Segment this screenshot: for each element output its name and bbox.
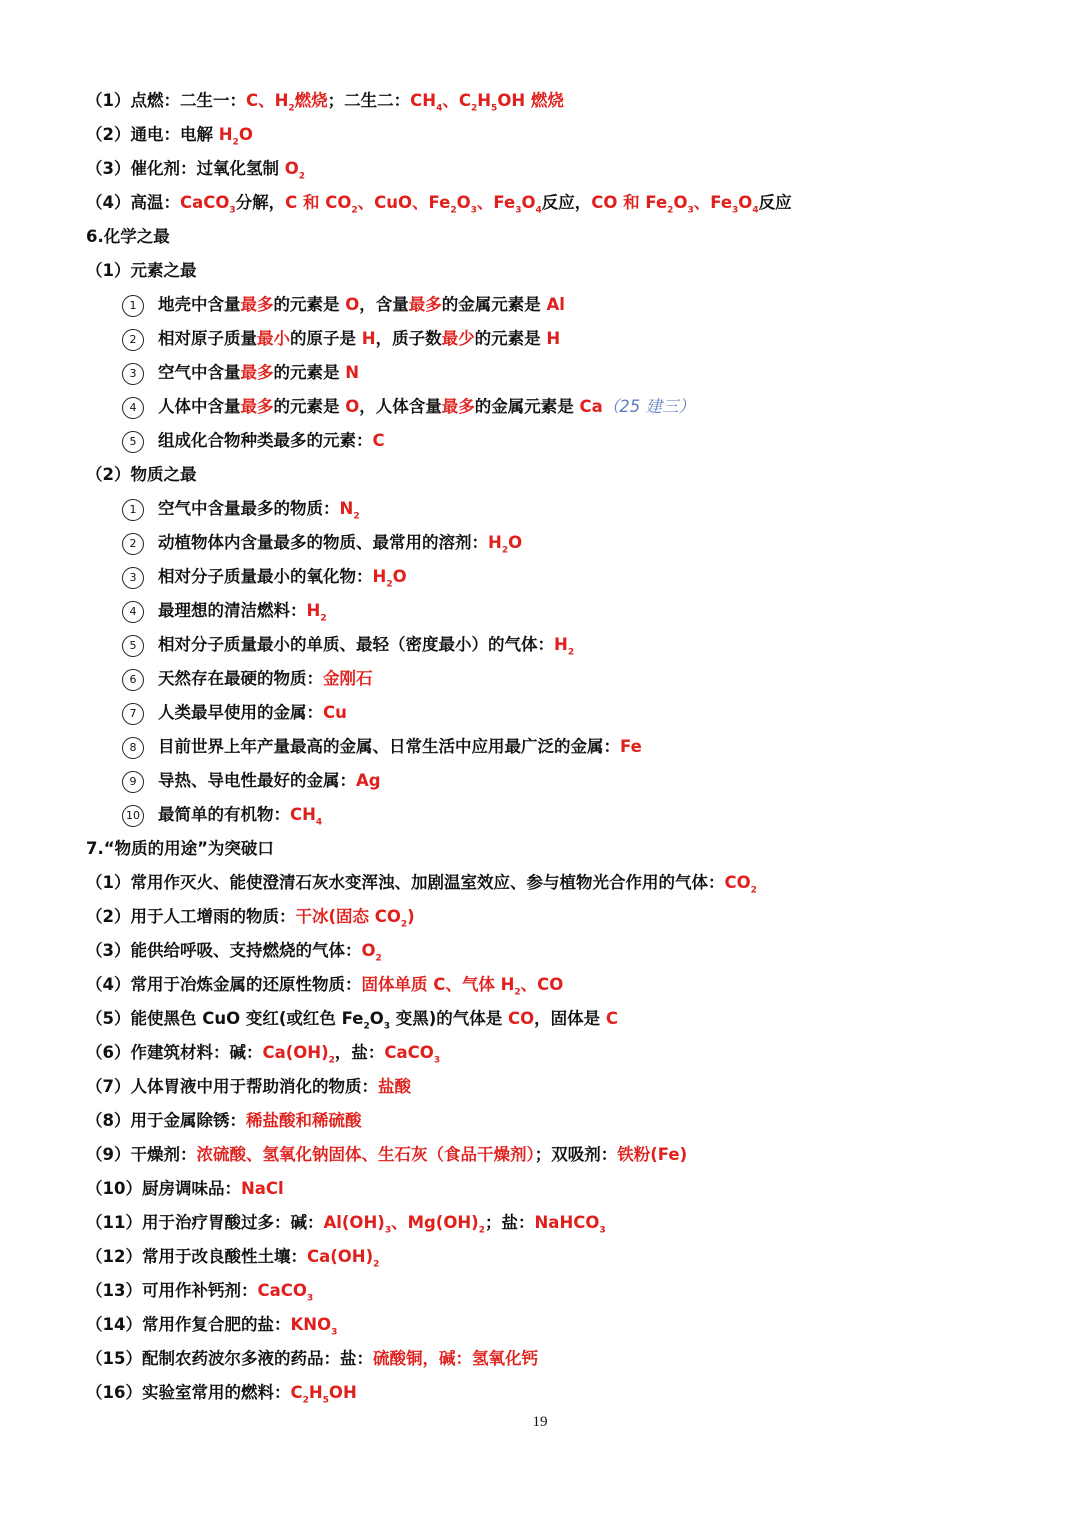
text-line: [86, 628, 1040, 662]
circled-number: 5: [122, 635, 144, 657]
body-text: 6.化学之最: [86, 227, 170, 246]
body-text: 空气中含量最多的物质：: [158, 499, 340, 518]
subscript: 2: [667, 205, 674, 216]
circled-number: 5: [122, 431, 144, 453]
subscript: 2: [514, 987, 521, 998]
highlight-text: C: [372, 431, 385, 450]
highlight-text: Al(OH): [323, 1213, 385, 1232]
text-line: [86, 1070, 1040, 1104]
text-line: [86, 356, 1040, 390]
body-text: （5）能使黑色 CuO 变红(或红色 Fe: [86, 1009, 364, 1028]
text-line: [86, 288, 1040, 322]
body-text: 的元素是: [474, 329, 547, 348]
subscript: 3: [229, 205, 236, 216]
body-text: （16）实验室常用的燃料：: [86, 1383, 291, 1402]
highlight-text: 、Mg(OH): [391, 1213, 479, 1232]
circled-number: 7: [122, 703, 144, 725]
subscript: 5: [322, 1395, 329, 1406]
body-text: （2）通电：电解: [86, 125, 219, 144]
highlight-text: O: [673, 193, 688, 212]
subscript: 3: [383, 1021, 390, 1032]
body-text: 的元素是: [273, 397, 346, 416]
highlight-text: 盐酸: [377, 1077, 411, 1096]
body-text: 导热、导电性最好的金属：: [158, 771, 356, 790]
highlight-text: CaCO: [257, 1281, 307, 1300]
subscript: 3: [599, 1225, 606, 1236]
body-text: （4）常用于冶炼金属的还原性物质：: [86, 975, 362, 994]
highlight-text: OH: [328, 1383, 357, 1402]
body-text: （1）点燃：二生一：: [86, 91, 246, 110]
text-line: [86, 730, 1040, 764]
subscript: 3: [470, 205, 477, 216]
subscript: 2: [320, 613, 327, 624]
text-line: [86, 1240, 1040, 1274]
annotation-text: （25 建三）: [602, 397, 696, 416]
highlight-text: CH: [290, 805, 316, 824]
highlight-text: 、Fe: [476, 193, 516, 212]
subscript: 2: [288, 103, 295, 114]
text-line: [86, 662, 1040, 696]
body-text: 最简单的有机物：: [158, 805, 290, 824]
highlight-text: C 和 CO: [285, 193, 352, 212]
highlight-text: CH: [410, 91, 437, 110]
subscript: 3: [732, 205, 739, 216]
circled-number: 6: [122, 669, 144, 691]
text-line: [86, 390, 1040, 424]
subscript: 2: [567, 647, 575, 658]
text-line: [86, 696, 1040, 730]
circled-number: 3: [122, 567, 144, 589]
highlight-text: O: [284, 159, 299, 178]
body-text: O: [369, 1009, 384, 1028]
body-text: 的元素是: [273, 295, 346, 314]
text-line: [86, 322, 1040, 356]
subscript: 2: [351, 205, 358, 216]
text-line: [86, 526, 1040, 560]
body-text: （3）能供给呼吸、支持燃烧的气体：: [86, 941, 362, 960]
highlight-text: 最多: [441, 397, 475, 416]
body-text: 反应: [758, 193, 792, 212]
subscript: 2: [470, 103, 478, 114]
body-text: 空气中含量: [158, 363, 241, 382]
text-line: [86, 118, 1040, 152]
highlight-text: Ag: [356, 771, 381, 790]
body-text: 的金属元素是: [474, 397, 580, 416]
text-line: [86, 594, 1040, 628]
circled-number: 4: [122, 397, 144, 419]
subscript: 2: [353, 511, 360, 522]
subscript: 2: [400, 919, 408, 930]
circled-number: 8: [122, 737, 144, 759]
highlight-text: H: [218, 125, 233, 144]
body-text: 7.“物质的用途”为突破口: [86, 839, 274, 858]
highlight-text: NaHCO: [534, 1213, 600, 1232]
highlight-text: H: [308, 1383, 323, 1402]
highlight-text: 干冰(固态 CO: [295, 907, 401, 926]
body-text: （7）人体胃液中用于帮助消化的物质：: [86, 1077, 378, 1096]
highlight-text: CO: [724, 873, 751, 892]
text-line: [86, 458, 1040, 492]
highlight-text: H: [361, 329, 376, 348]
circled-number: 1: [122, 499, 144, 521]
text-line: [86, 254, 1040, 288]
body-text: （3）催化剂：过氧化氢制: [86, 159, 285, 178]
text-line: [86, 1036, 1040, 1070]
body-text: （1）常用作灭火、能使澄清石灰水变浑浊、加剧温室效应、参与植物光合作用的气体：: [86, 873, 725, 892]
body-text: 的元素是: [273, 363, 346, 382]
highlight-text: 燃烧: [294, 91, 328, 110]
highlight-text: CO 和 Fe: [591, 193, 668, 212]
highlight-text: 最多: [408, 295, 442, 314]
subscript: 4: [535, 205, 542, 216]
highlight-text: O: [392, 567, 407, 586]
body-text: 天然存在最硬的物质：: [158, 669, 323, 688]
body-text: ；二生二：: [327, 91, 411, 110]
subscript: 2: [373, 1259, 380, 1270]
highlight-text: N: [345, 363, 360, 382]
highlight-text: 最少: [441, 329, 475, 348]
text-line: [86, 152, 1040, 186]
body-text: （2）物质之最: [86, 465, 197, 484]
body-text: 分解，: [235, 193, 286, 212]
subscript: 2: [750, 885, 757, 896]
subscript: 3: [306, 1293, 314, 1304]
highlight-text: O: [345, 295, 360, 314]
body-text: 人体中含量: [158, 397, 241, 416]
highlight-text: H: [554, 635, 568, 654]
subscript: 5: [491, 103, 498, 114]
highlight-text: O: [345, 397, 360, 416]
document-body: [86, 84, 1040, 1410]
body-text: ，质子数: [375, 329, 442, 348]
highlight-text: 、C: [442, 91, 471, 110]
highlight-text: Ca(OH): [306, 1247, 374, 1266]
text-line: [86, 424, 1040, 458]
body-text: 目前世界上年产量最高的金属、日常生活中应用最广泛的金属：: [158, 737, 620, 756]
highlight-text: 固体单质 C、气体 H: [361, 975, 515, 994]
text-line: [86, 968, 1040, 1002]
text-line: [86, 1002, 1040, 1036]
highlight-text: C: [290, 1383, 303, 1402]
body-text: 最理想的清洁燃料：: [158, 601, 307, 620]
text-line: [86, 560, 1040, 594]
body-text: 的原子是: [290, 329, 362, 348]
subscript: 4: [315, 817, 323, 828]
text-line: [86, 186, 1040, 220]
page-number: 19: [532, 1414, 548, 1430]
highlight-text: O: [738, 193, 753, 212]
text-line: [86, 764, 1040, 798]
body-text: （13）可用作补钙剂：: [86, 1281, 258, 1300]
highlight-text: O: [521, 193, 536, 212]
circled-number: 2: [122, 533, 144, 555]
body-text: （15）配制农药波尔多液的药品：盐：: [86, 1349, 373, 1368]
subscript: 2: [363, 1021, 370, 1032]
body-text: 动植物体内含量最多的物质、最常用的溶剂：: [158, 533, 488, 552]
text-line: [86, 1104, 1040, 1138]
highlight-text: Ca: [579, 397, 603, 416]
highlight-text: O: [508, 533, 523, 552]
body-text: 相对分子质量最小的氧化物：: [158, 567, 373, 586]
text-line: [86, 1172, 1040, 1206]
highlight-text: C: [605, 1009, 619, 1028]
body-text: 反应，: [541, 193, 592, 212]
text-line: [86, 492, 1040, 526]
highlight-text: 稀盐酸和稀硫酸: [245, 1111, 362, 1130]
body-text: ，盐：: [334, 1043, 385, 1062]
subscript: 2: [328, 1055, 335, 1066]
subscript: 2: [450, 205, 457, 216]
highlight-text: H: [488, 533, 502, 552]
subscript: 2: [478, 1225, 485, 1236]
subscript: 3: [687, 205, 694, 216]
body-text: 变黑)的气体是: [390, 1009, 509, 1028]
highlight-text: CO: [508, 1009, 535, 1028]
subscript: 2: [386, 579, 393, 590]
body-text: （6）作建筑材料：碱：: [86, 1043, 263, 1062]
highlight-text: H: [372, 567, 387, 586]
highlight-text: 浓硫酸、氢氧化钠固体、生石灰（食品干燥剂）: [196, 1145, 535, 1164]
text-line: [86, 1274, 1040, 1308]
highlight-text: NaCl: [240, 1179, 284, 1198]
text-line: [86, 84, 1040, 118]
highlight-text: O: [238, 125, 253, 144]
highlight-text: 、CO: [520, 975, 564, 994]
circled-number: 10: [122, 805, 144, 827]
body-text: ，人体含量: [359, 397, 442, 416]
highlight-text: 铁粉(Fe): [617, 1145, 688, 1164]
circled-number: 1: [122, 295, 144, 317]
highlight-text: CaCO: [384, 1043, 434, 1062]
subscript: 3: [331, 1327, 338, 1338]
highlight-text: 最多: [240, 397, 274, 416]
highlight-text: H: [306, 601, 321, 620]
text-line: [86, 866, 1040, 900]
highlight-text: O: [361, 941, 376, 960]
circled-number: 9: [122, 771, 144, 793]
subscript: 2: [232, 137, 239, 148]
highlight-text: OH 燃烧: [497, 91, 564, 110]
body-text: （2）用于人工增雨的物质：: [86, 907, 296, 926]
highlight-text: 硫酸铜，碱：氢氧化钙: [372, 1349, 538, 1368]
highlight-text: ): [407, 907, 415, 926]
subscript: 4: [752, 205, 759, 216]
body-text: （4）高温：: [86, 193, 180, 212]
highlight-text: H: [477, 91, 492, 110]
highlight-text: 金刚石: [323, 669, 373, 688]
circled-number: 2: [122, 329, 144, 351]
highlight-text: Cu: [323, 703, 347, 722]
body-text: ，含量: [359, 295, 409, 314]
highlight-text: O: [456, 193, 471, 212]
body-text: （1）元素之最: [86, 261, 197, 280]
body-text: ；双吸剂：: [534, 1145, 618, 1164]
subscript: 2: [375, 953, 382, 964]
highlight-text: N: [339, 499, 354, 518]
body-text: ；盐：: [485, 1213, 535, 1232]
body-text: （9）干燥剂：: [86, 1145, 197, 1164]
text-line: [86, 1376, 1040, 1410]
highlight-text: CaCO: [179, 193, 230, 212]
body-text: 人类最早使用的金属：: [158, 703, 323, 722]
text-line: [86, 900, 1040, 934]
body-text: 相对分子质量最小的单质、最轻（密度最小）的气体：: [158, 635, 554, 654]
text-line: [86, 1206, 1040, 1240]
body-text: （10）厨房调味品：: [86, 1179, 241, 1198]
body-text: ，固体是: [534, 1009, 606, 1028]
body-text: 组成化合物种类最多的元素：: [158, 431, 373, 450]
subscript: 4: [436, 103, 443, 114]
text-line: [86, 1138, 1040, 1172]
highlight-text: Fe: [620, 737, 642, 756]
text-line: [86, 934, 1040, 968]
highlight-text: 、Fe: [693, 193, 733, 212]
body-text: （12）常用于改良酸性土壤：: [86, 1247, 307, 1266]
highlight-text: KNO: [290, 1315, 332, 1334]
highlight-text: H: [546, 329, 561, 348]
text-line: [86, 1342, 1040, 1376]
text-line: [86, 832, 1040, 866]
subscript: 3: [515, 205, 522, 216]
highlight-text: Ca(OH): [262, 1043, 329, 1062]
text-line: [86, 1308, 1040, 1342]
body-text: （14）常用作复合肥的盐：: [86, 1315, 291, 1334]
body-text: 地壳中含量: [158, 295, 241, 314]
highlight-text: 、CuO、Fe: [357, 193, 451, 212]
circled-number: 3: [122, 363, 144, 385]
highlight-text: 最多: [240, 363, 274, 382]
subscript: 2: [302, 1395, 309, 1406]
highlight-text: Al: [546, 295, 565, 314]
highlight-text: C、H: [245, 91, 289, 110]
subscript: 3: [433, 1055, 441, 1066]
body-text: （11）用于治疗胃酸过多：碱：: [86, 1213, 324, 1232]
text-line: [86, 798, 1040, 832]
subscript: 2: [501, 545, 509, 556]
highlight-text: 最多: [240, 295, 274, 314]
circled-number: 4: [122, 601, 144, 623]
text-line: [86, 220, 1040, 254]
body-text: （8）用于金属除锈：: [86, 1111, 246, 1130]
body-text: 相对原子质量: [158, 329, 257, 348]
body-text: 的金属元素是: [441, 295, 547, 314]
highlight-text: 最小: [257, 329, 290, 348]
subscript: 2: [298, 171, 306, 182]
subscript: 3: [384, 1225, 392, 1236]
